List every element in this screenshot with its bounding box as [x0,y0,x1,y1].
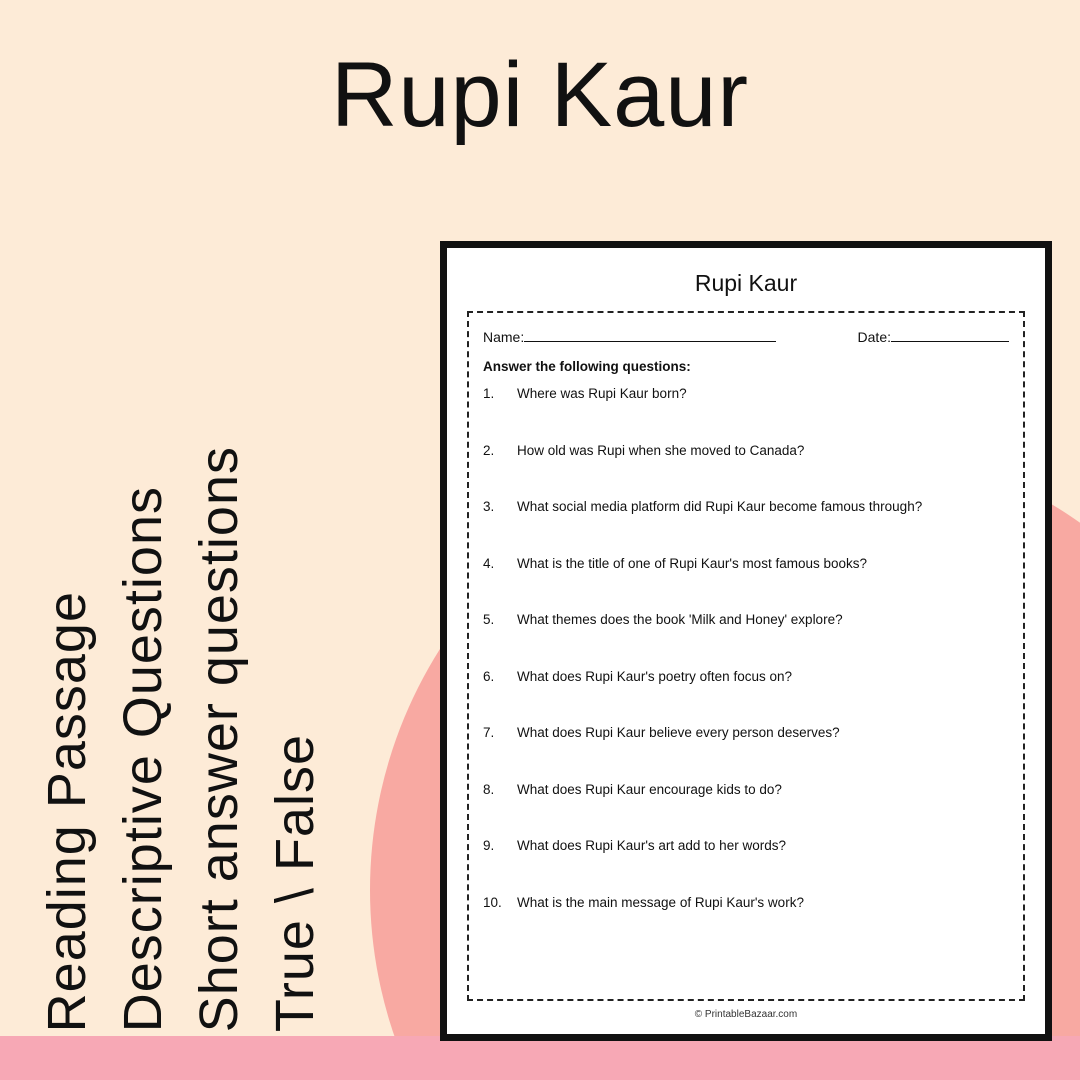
feature-label-list [37,272,344,1032]
question-text: What does Rupi Kaur encourage kids to do? [517,781,782,797]
name-input-line[interactable] [524,329,776,342]
worksheet-meta-row [483,329,1009,345]
list-item [483,838,1009,853]
worksheet-title: Rupi Kaur [694,270,798,296]
question-number: 10. [483,894,502,910]
list-item [483,895,1009,910]
list-item [483,499,1009,514]
list-item [483,556,1009,571]
worksheet-footer: © PrintableBazaar.com [694,1009,798,1020]
worksheet-dashed-frame [467,311,1025,1001]
question-text: What themes does the book 'Milk and Honey' explore? [517,612,843,627]
poster-title: Rupi Kaur [330,44,750,146]
question-text: What does Rupi Kaur believe every person deserves? [517,725,840,740]
list-item [483,669,1009,684]
feature-label-short-answer-questions: Short answer questions [189,445,249,1032]
question-number: 2. [483,442,495,458]
question-number: 6. [483,668,495,684]
question-text: What is the title of one of Rupi Kaur's most famous books? [517,555,867,571]
date-input-line[interactable] [891,329,1009,342]
question-text: What social media platform did Rupi Kaur become famous through? [517,499,923,514]
feature-label-true-false: True \ False [265,733,325,1032]
feature-label-reading-passage: Reading Passage [37,590,97,1032]
feature-label-descriptive-questions: Descriptive Questions [113,485,173,1032]
list-item [483,386,1009,401]
question-number: 8. [483,781,495,797]
list-item [483,443,1009,458]
worksheet-instruction: Answer the following questions: [483,359,691,374]
question-number: 5. [483,612,495,627]
question-text: Where was Rupi Kaur born? [517,386,687,401]
name-label: Name: [483,329,525,345]
question-number: 1. [483,386,495,401]
question-number: 9. [483,838,495,853]
list-item [483,612,1009,627]
name-field-group [483,329,776,345]
worksheet-sheet [440,241,1052,1041]
decorative-bottom-bar [0,1036,1080,1080]
question-list [483,386,1009,951]
list-item [483,725,1009,740]
question-text: What is the main message of Rupi Kaur's work? [517,894,804,910]
question-number: 3. [483,499,495,514]
date-field-group [858,329,1009,345]
question-text: What does Rupi Kaur's poetry often focus on? [517,668,792,684]
worksheet-inner [447,248,1045,1034]
list-item [483,782,1009,797]
question-number: 7. [483,725,495,740]
date-label: Date: [857,329,891,345]
question-number: 4. [483,555,495,571]
question-text: What does Rupi Kaur's art add to her words? [517,838,786,853]
question-text: How old was Rupi when she moved to Canada? [517,442,805,458]
